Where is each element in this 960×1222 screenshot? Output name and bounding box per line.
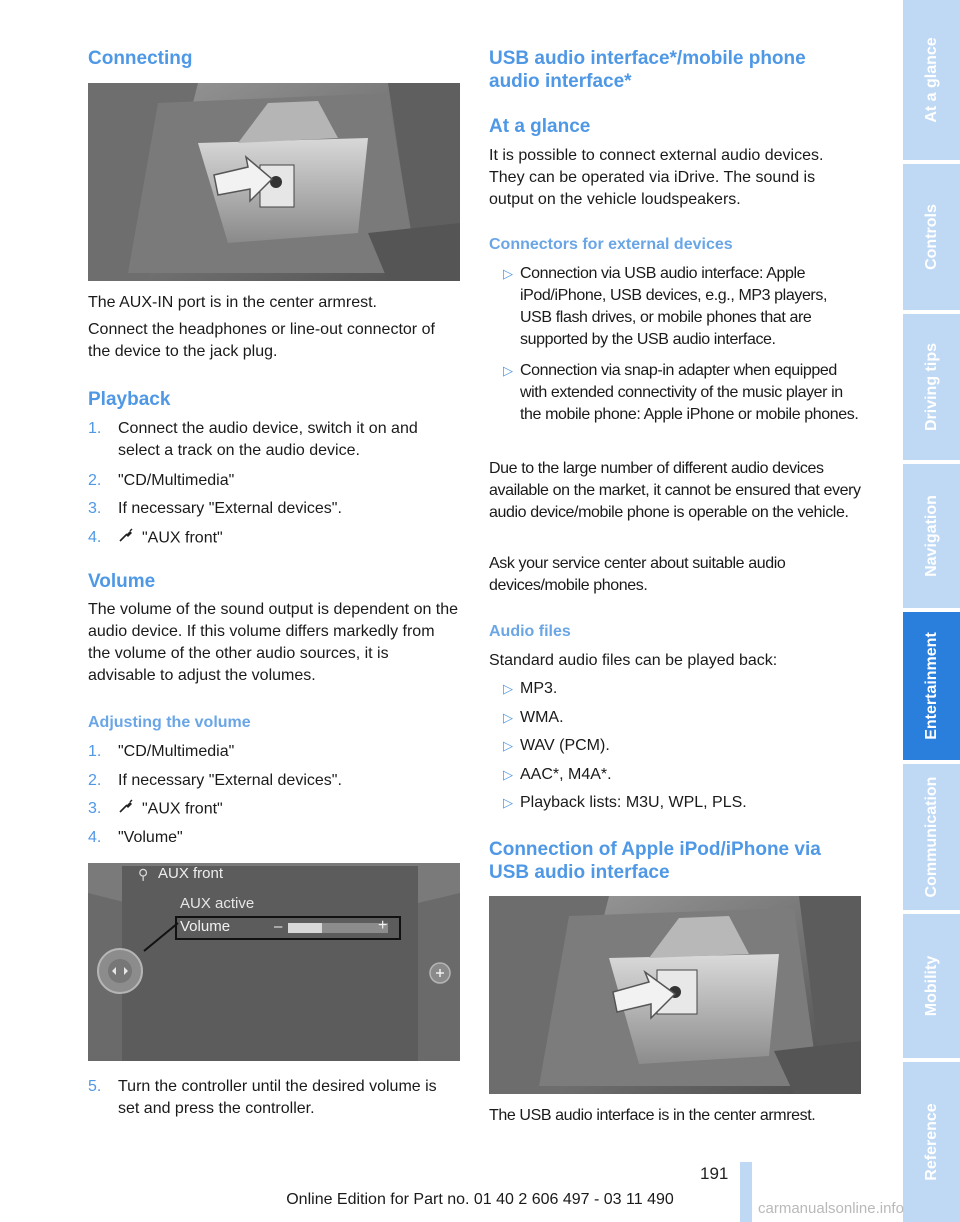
step-number: 4. [88, 829, 102, 846]
armrest-illustration [88, 83, 460, 281]
ask-text: Ask your service center about suitable audio devices/mobile phones. [489, 555, 786, 594]
audio-files-heading: Audio files [489, 623, 571, 640]
format-item [489, 707, 861, 729]
step-number: 5. [88, 1078, 102, 1095]
tab-controls[interactable] [903, 164, 960, 310]
format-text: Playback lists: M3U, WPL, PLS. [520, 794, 747, 811]
step-number: 1. [88, 420, 102, 437]
apple-connection-heading: Connection of Apple iPod/iPhone via USB audio interface [489, 839, 821, 883]
bullet-triangle-icon: ▷ [503, 363, 513, 378]
tab-label: Entertainment [922, 632, 940, 740]
tab-label: Mobility [922, 955, 940, 1017]
chapter-tabs [903, 0, 960, 1222]
usb-interface-heading: USB audio interface*/mobile phone audio interface* [489, 48, 806, 92]
playback-heading: Playback [88, 389, 171, 410]
playback-step [88, 527, 460, 550]
step-number: 1. [88, 743, 102, 760]
tab-label: Navigation [922, 495, 940, 577]
format-item [489, 678, 861, 700]
connector-item [489, 360, 861, 426]
tab-label: Reference [922, 1103, 940, 1181]
bullet-triangle-icon: ▷ [503, 795, 513, 810]
idrive-screen [88, 863, 460, 1061]
usb-caption: The USB audio interface is in the center armrest. [489, 1107, 816, 1124]
connecting-heading: Connecting [88, 48, 193, 69]
aux-plug-icon [118, 527, 136, 550]
format-text: WAV (PCM). [520, 737, 610, 754]
connectors-heading: Connectors for external devices [489, 236, 733, 253]
volume-minus: – [274, 918, 283, 935]
step-text: "CD/Multimedia" [118, 472, 235, 489]
step-text: If necessary "External devices". [118, 500, 342, 517]
step-text: "AUX front" [142, 800, 223, 818]
playback-step [88, 498, 460, 520]
tab-label: Controls [922, 204, 940, 270]
tab-label: At a glance [922, 37, 940, 123]
aux-plug-icon [118, 798, 136, 821]
step-number: 2. [88, 472, 102, 489]
volume-text: The volume of the sound output is dependent on the audio device. If this volume differs markedly from the volume of the other audio sources, it is advisable to adjust the volumes. [88, 601, 459, 684]
step-number: 2. [88, 772, 102, 789]
adjust-step [88, 798, 460, 821]
page-number: 191 [700, 1164, 729, 1183]
tab-at-a-glance[interactable] [903, 0, 960, 160]
playback-step [88, 418, 460, 462]
bullet-triangle-icon: ▷ [503, 710, 513, 725]
connector-text: Connection via USB audio interface: Apple iPod/iPhone, USB devices, e.g., MP3 players, USB flash drives, or mobile phones that are supported by the USB audio interface. [520, 265, 828, 348]
step-text: "Volume" [118, 829, 183, 846]
format-text: WMA. [520, 709, 564, 726]
adjusting-volume-heading: Adjusting the volume [88, 714, 251, 731]
adjust-step [88, 1076, 460, 1120]
step-number: 3. [88, 800, 102, 817]
bullet-triangle-icon: ▷ [503, 767, 513, 782]
step-text: "AUX front" [142, 529, 223, 547]
connector-item [489, 263, 861, 351]
tab-communication[interactable] [903, 764, 960, 910]
step-text: Turn the controller until the desired volume is set and press the controller. [118, 1078, 437, 1117]
connector-text: Connection via snap-in adapter when equipped with extended connectivity of the music player in the mobile phone: Apple iPhone or mobile phones. [520, 362, 859, 423]
devices-text: Due to the large number of different audio devices available on the market, it cannot be ensured that every audio device/mobile phone is operable on the vehicle. [489, 460, 861, 521]
tab-navigation[interactable] [903, 464, 960, 608]
step-text: If necessary "External devices". [118, 772, 342, 789]
format-text: AAC*, M4A*. [520, 766, 612, 783]
format-item [489, 792, 861, 814]
step-text: "CD/Multimedia" [118, 743, 235, 760]
volume-heading: Volume [88, 571, 156, 592]
step-number: 4. [88, 529, 102, 546]
tab-driving-tips[interactable] [903, 314, 960, 460]
screen-bezel [88, 863, 460, 1061]
bullet-triangle-icon: ▷ [503, 266, 513, 281]
step-text-with-icon [118, 527, 460, 550]
glance-text: It is possible to connect external audio devices. They can be operated via iDrive. The sound is output on the vehicle loudspeakers. [489, 147, 824, 208]
adjust-step [88, 770, 460, 792]
adjust-step [88, 741, 460, 763]
footer-edition: Online Edition for Part no. 01 40 2 606 497 - 03 11 490 [286, 1191, 674, 1208]
playback-step [88, 470, 460, 492]
format-item [489, 735, 861, 757]
bullet-triangle-icon: ▷ [503, 681, 513, 696]
aux-port-caption: The AUX-IN port is in the center armrest. [88, 294, 377, 311]
usb-port-photo [489, 896, 861, 1094]
tab-label: Driving tips [922, 342, 940, 432]
volume-plus: + [378, 917, 388, 934]
tab-entertainment[interactable] [903, 612, 960, 760]
step-text-with-icon [118, 798, 460, 821]
step-number: 3. [88, 500, 102, 517]
aux-port-photo [88, 83, 460, 281]
audio-files-text: Standard audio files can be played back: [489, 652, 778, 669]
format-text: MP3. [520, 680, 558, 697]
screen-title: AUX front [158, 865, 224, 882]
format-item [489, 764, 861, 786]
armrest-usb-illustration [489, 896, 861, 1094]
screen-title-icon: ⚲ [138, 866, 149, 882]
watermark: carmanualsonline.info [758, 1200, 904, 1217]
at-a-glance-heading: At a glance [489, 116, 591, 137]
screen-status: AUX active [180, 895, 255, 912]
adjust-step [88, 827, 460, 849]
volume-menu-item[interactable]: Volume [180, 918, 231, 935]
step-text: Connect the audio device, switch it on and select a track on the audio device. [118, 420, 418, 459]
tab-label: Communication [922, 776, 940, 898]
connect-text: Connect the headphones or line-out connector of the device to the jack plug. [88, 321, 435, 360]
tab-mobility[interactable] [903, 914, 960, 1058]
bullet-triangle-icon: ▷ [503, 738, 513, 753]
